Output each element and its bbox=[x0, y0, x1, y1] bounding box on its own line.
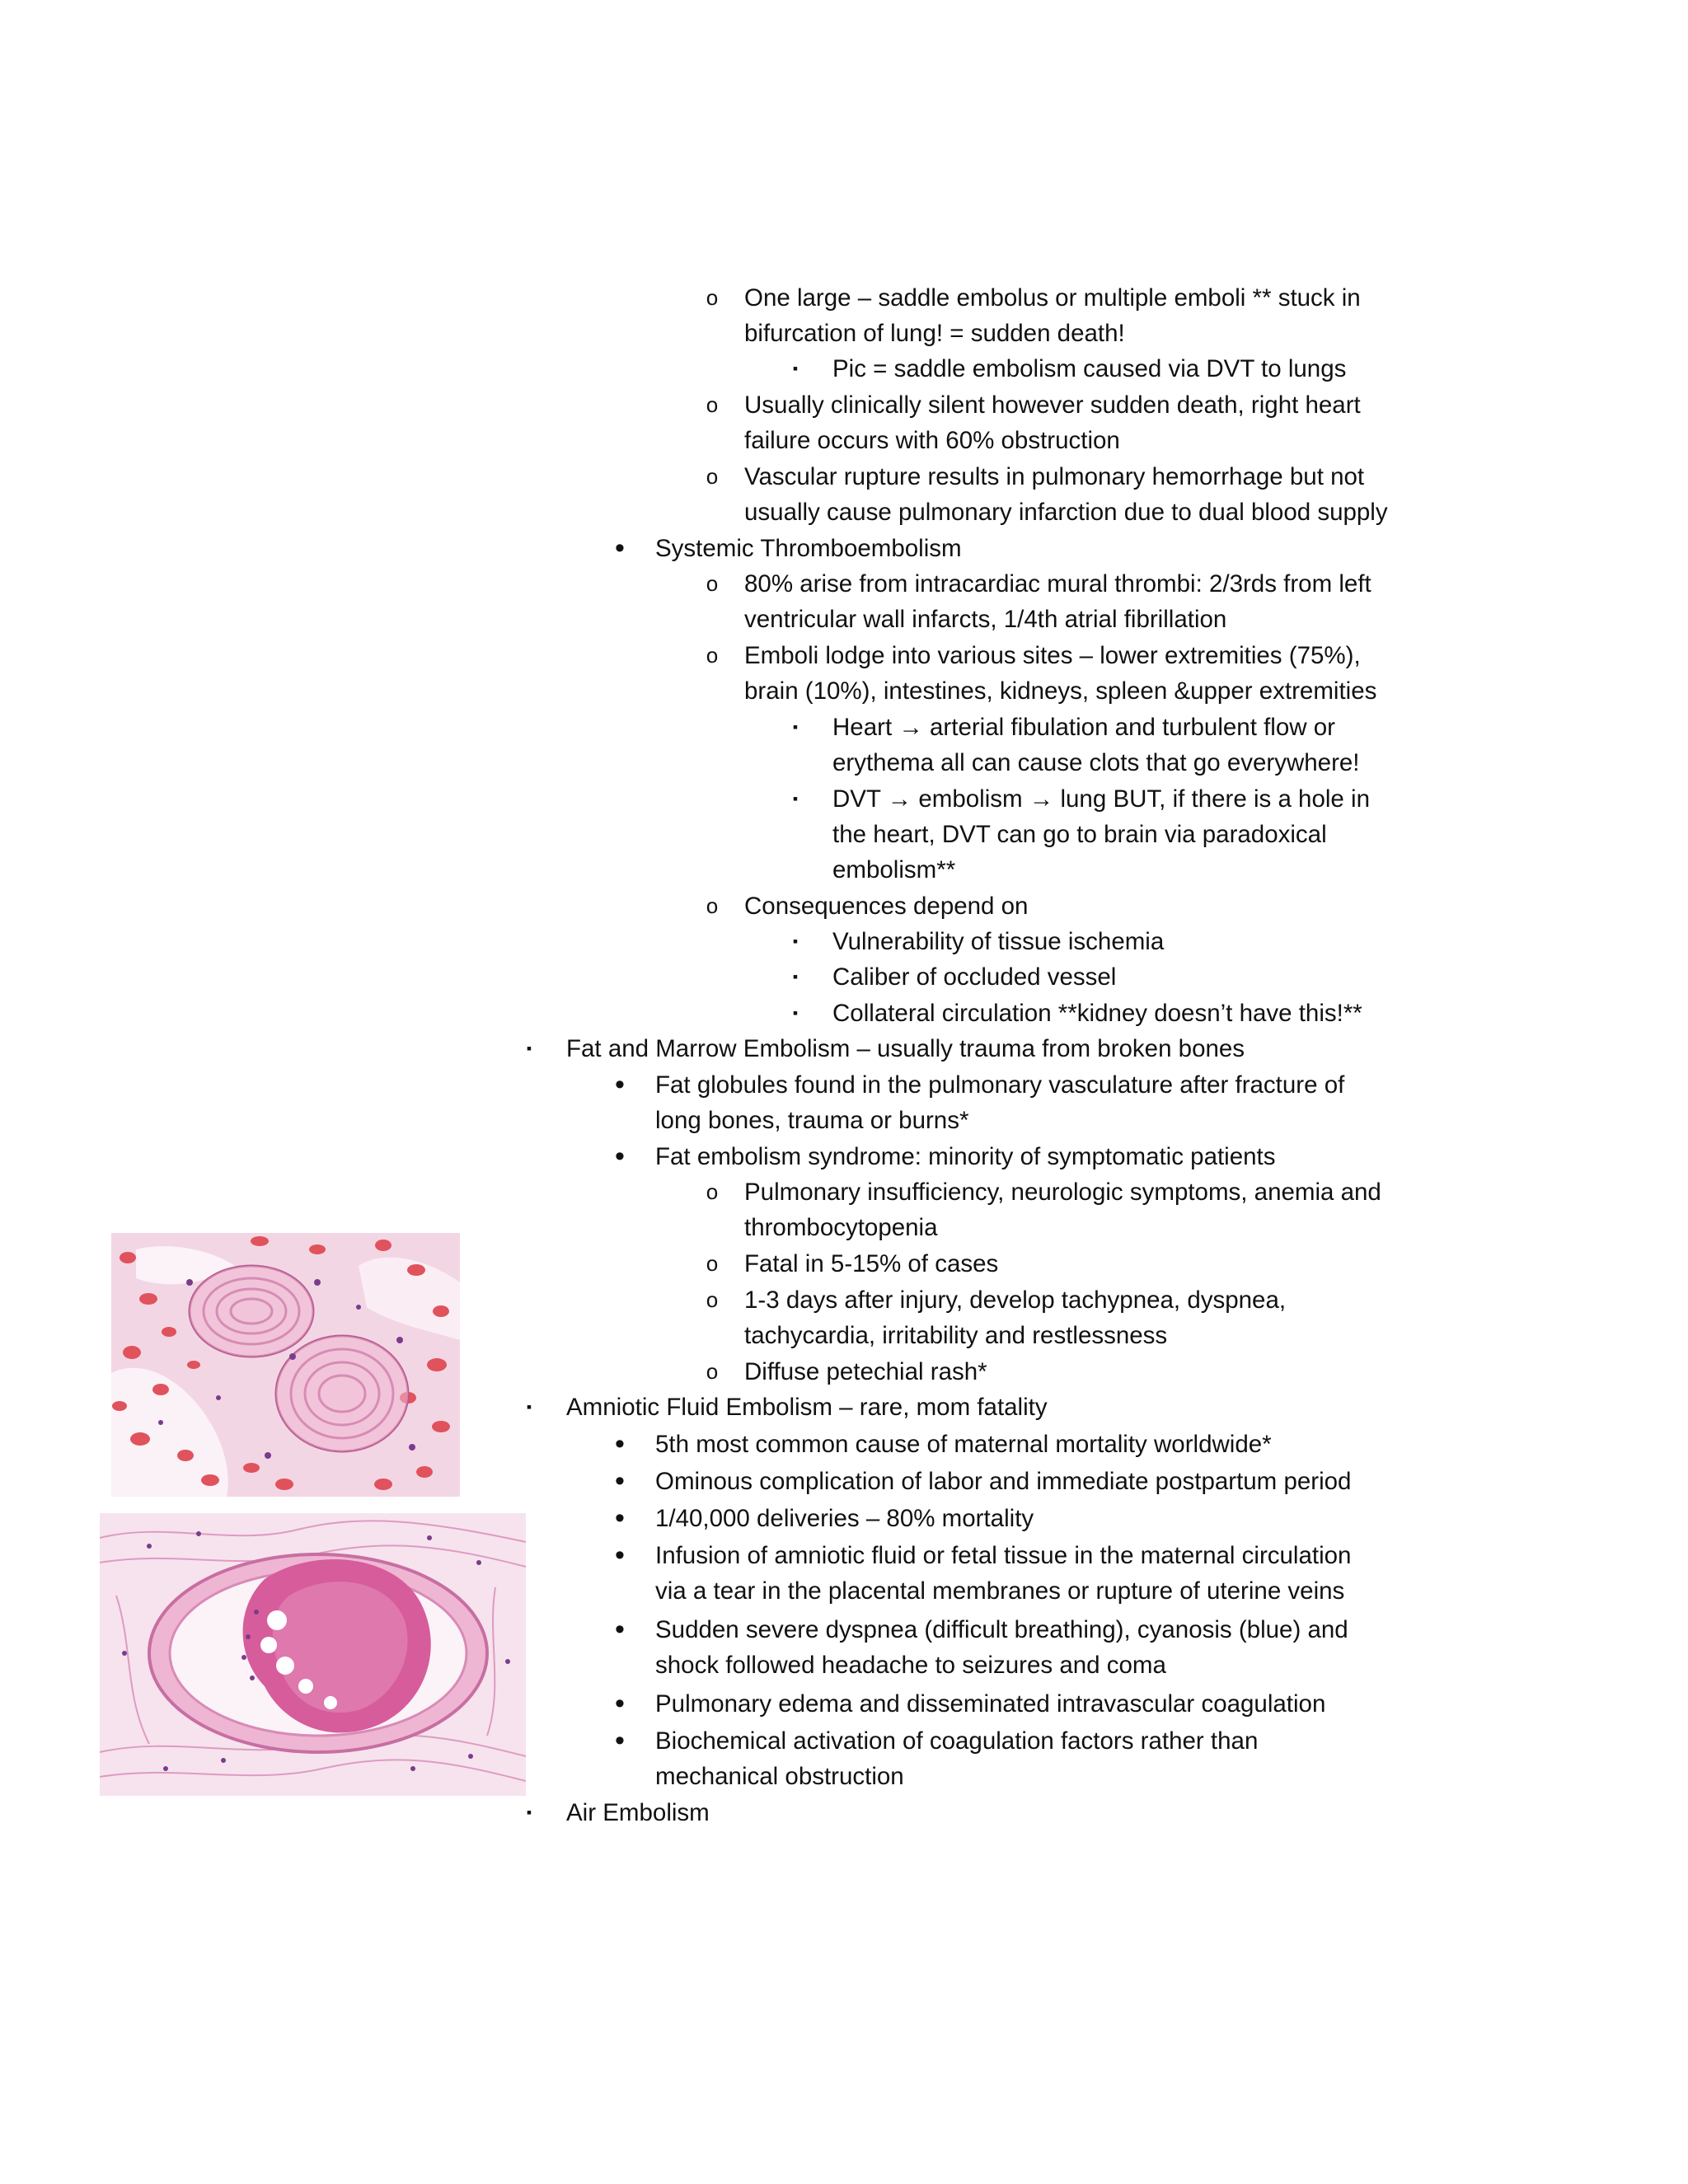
bullet-circle: o bbox=[706, 1251, 719, 1276]
text-line: thrombocytopenia bbox=[744, 1214, 938, 1241]
bullet-circle: o bbox=[706, 392, 719, 417]
bullet-square: ▪ bbox=[792, 1005, 799, 1021]
bullet-square: ▪ bbox=[792, 719, 799, 735]
histology-image-amniotic-embolism bbox=[100, 1513, 526, 1796]
text-line: Vulnerability of tissue ischemia bbox=[832, 928, 1165, 955]
bullet-dot: • bbox=[615, 1688, 625, 1719]
bullet-circle: o bbox=[706, 643, 719, 668]
text-line: Consequences depend on bbox=[744, 893, 1029, 920]
text-line: brain (10%), intestines, kidneys, spleen &upper extremities bbox=[744, 677, 1377, 705]
bullet-dot: • bbox=[615, 1725, 625, 1756]
text-line: ventricular wall infarcts, 1/4th atrial fibrillation bbox=[744, 606, 1227, 633]
text-line: usually cause pulmonary infarction due to dual blood supply bbox=[744, 499, 1388, 526]
text-line: Fat embolism syndrome: minority of symptomatic patients bbox=[655, 1143, 1276, 1170]
text-line: embolism** bbox=[832, 856, 956, 883]
bullet-square: ▪ bbox=[792, 933, 799, 949]
bullet-square: ▪ bbox=[792, 360, 799, 377]
text-line: via a tear in the placental membranes or rupture of uterine veins bbox=[655, 1577, 1345, 1605]
bullet-circle: o bbox=[706, 571, 719, 596]
bullet-dot: • bbox=[615, 1614, 625, 1645]
text-line: Emboli lodge into various sites – lower extremities (75%), bbox=[744, 642, 1361, 669]
text-line: Pulmonary edema and disseminated intravascular coagulation bbox=[655, 1690, 1326, 1718]
bullet-circle: o bbox=[706, 1359, 719, 1384]
histology-image-fat-embolism bbox=[111, 1233, 460, 1497]
text-line: 1/40,000 deliveries – 80% mortality bbox=[655, 1505, 1034, 1532]
bullet-square: ▪ bbox=[526, 1399, 532, 1415]
bullet-circle: o bbox=[706, 1179, 719, 1204]
text-line: Infusion of amniotic fluid or fetal tissue in the maternal circulation bbox=[655, 1542, 1352, 1569]
bullet-dot: • bbox=[615, 1502, 625, 1534]
text-line: Usually clinically silent however sudden death, right heart bbox=[744, 391, 1361, 419]
bullet-circle: o bbox=[706, 464, 719, 489]
bullet-dot: • bbox=[615, 1540, 625, 1571]
text-line: failure occurs with 60% obstruction bbox=[744, 427, 1120, 454]
bullet-dot: • bbox=[615, 1069, 625, 1100]
text-line: Fatal in 5-15% of cases bbox=[744, 1250, 999, 1277]
section-heading: Air Embolism bbox=[566, 1799, 710, 1826]
text-line: Diffuse petechial rash* bbox=[744, 1358, 987, 1385]
bullet-square: ▪ bbox=[526, 1804, 532, 1821]
text-line: Biochemical activation of coagulation factors rather than bbox=[655, 1727, 1259, 1755]
text-line: Pic = saddle embolism caused via DVT to lungs bbox=[832, 355, 1347, 382]
text-line: 5th most common cause of maternal mortality worldwide* bbox=[655, 1431, 1272, 1458]
bullet-square: ▪ bbox=[526, 1040, 532, 1057]
section-heading: Amniotic Fluid Embolism – rare, mom fatality bbox=[566, 1394, 1048, 1421]
text-line: the heart, DVT can go to brain via paradoxical bbox=[832, 821, 1327, 848]
bullet-circle: o bbox=[706, 1287, 719, 1312]
bullet-square: ▪ bbox=[792, 790, 799, 807]
text-line: Fat globules found in the pulmonary vasculature after fracture of bbox=[655, 1071, 1345, 1099]
text-line: erythema all can cause clots that go everywhere! bbox=[832, 749, 1360, 776]
text-line: Vascular rupture results in pulmonary hemorrhage but not bbox=[744, 463, 1365, 490]
text-line: One large – saddle embolus or multiple emboli ** stuck in bbox=[744, 284, 1361, 312]
text-line: long bones, trauma or burns* bbox=[655, 1107, 969, 1134]
text-line: Collateral circulation **kidney doesn’t have this!** bbox=[832, 1000, 1362, 1027]
text-line: bifurcation of lung! = sudden death! bbox=[744, 320, 1125, 347]
bullet-square: ▪ bbox=[792, 968, 799, 985]
text-line: tachycardia, irritability and restlessness bbox=[744, 1322, 1168, 1349]
bullet-circle: o bbox=[706, 285, 719, 310]
bullet-dot: • bbox=[615, 1465, 625, 1497]
text-line: shock followed headache to seizures and coma bbox=[655, 1652, 1166, 1679]
text-line: 1-3 days after injury, develop tachypnea, dyspnea, bbox=[744, 1286, 1287, 1314]
bullet-dot: • bbox=[615, 1141, 625, 1172]
text-line: Pulmonary insufficiency, neurologic symptoms, anemia and bbox=[744, 1179, 1381, 1206]
text-line: Ominous complication of labor and immediate postpartum period bbox=[655, 1468, 1352, 1495]
text-line: Heart → arterial fibulation and turbulent flow or bbox=[832, 714, 1335, 741]
text-line: mechanical obstruction bbox=[655, 1763, 904, 1790]
text-line: Caliber of occluded vessel bbox=[832, 963, 1117, 991]
text-line: Sudden severe dyspnea (difficult breathing), cyanosis (blue) and bbox=[655, 1616, 1348, 1643]
bullet-circle: o bbox=[706, 893, 719, 918]
bullet-dot: • bbox=[615, 532, 625, 564]
bullet-dot: • bbox=[615, 1428, 625, 1460]
section-heading: Systemic Thromboembolism bbox=[655, 535, 962, 562]
section-heading: Fat and Marrow Embolism – usually trauma from broken bones bbox=[566, 1035, 1245, 1062]
text-line: 80% arise from intracardiac mural thrombi: 2/3rds from left bbox=[744, 570, 1372, 598]
text-line: DVT → embolism → lung BUT, if there is a hole in bbox=[832, 785, 1370, 813]
